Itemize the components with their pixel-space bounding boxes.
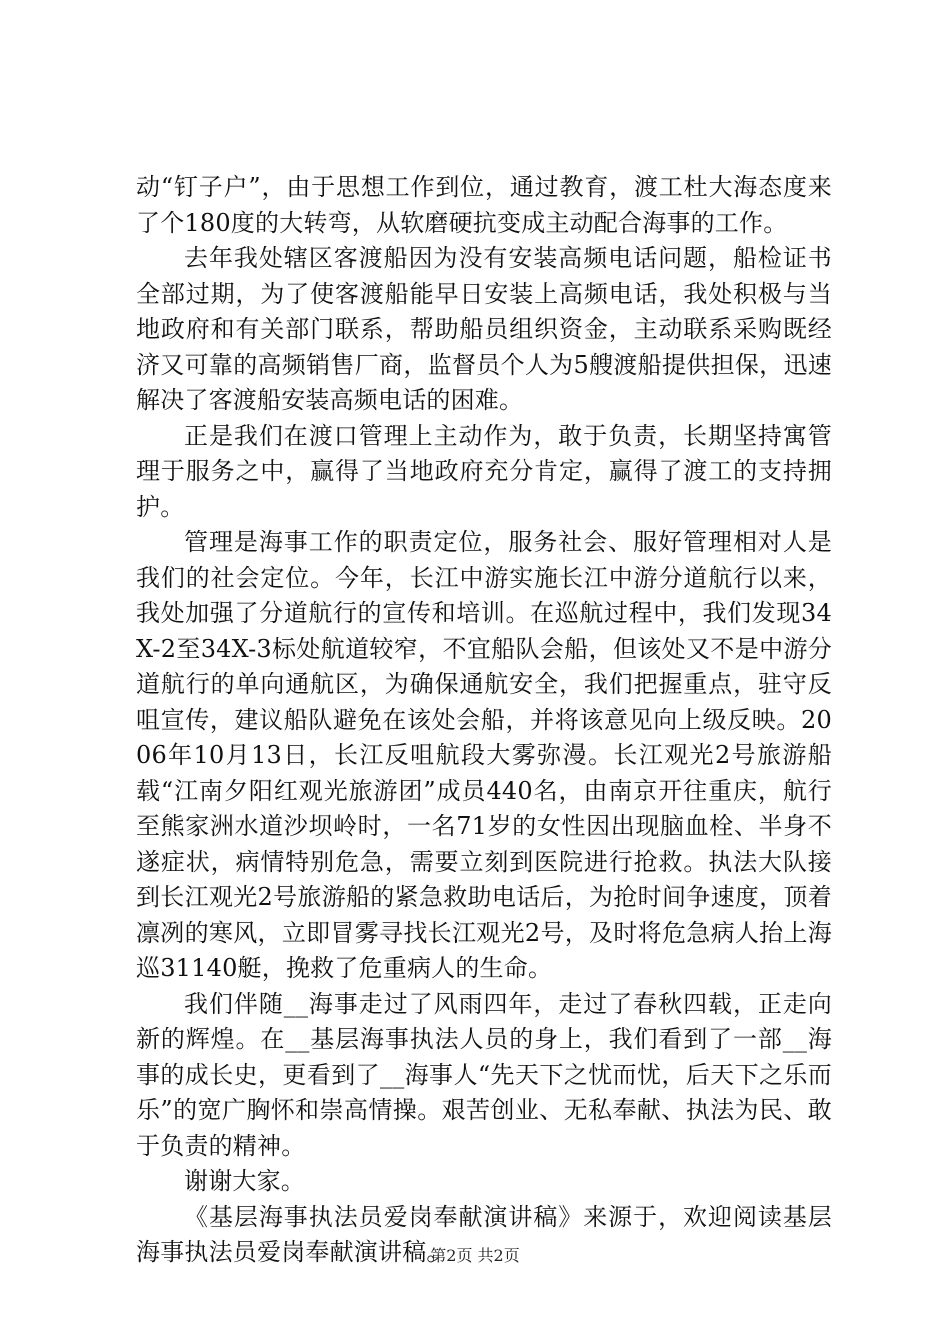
document-body: [136, 170, 832, 1271]
paragraph-thanks: 谢谢大家。: [184, 1167, 305, 1195]
paragraph-continuation: 动“钉子户”，由于思想工作到位，通过教育，渡工杜大海态度来了个180度的大转弯，从软磨硬抗变成主动配合海事的工作。: [136, 173, 832, 237]
paragraph-service-rescue: 管理是海事工作的职责定位，服务社会、服好管理相对人是我们的社会定位。今年，长江中游实施长江中游分道航行以来，我处加强了分道航行的宣传和培训。在巡航过程中，我们发现34X-2至34X-3标处航道较窄，不宜船队会船，但该处又不是中游分道航行的单向通航区，为确保通航安全，我们把握重点，驻守反咀宣传，建议船队避免在该处会船，并将该意见向上级反映。2006年10月13日，长江反咀航段大雾弥漫。长江观光2号旅游船载“江南夕阳红观光旅游团”成员440名，由南京开往重庆，航行至熊家洲水道沙坝岭时，一名71岁的女性因出现脑血栓、半身不遂症状，病情特别危急，需要立刻到医院进行抢救。执法大队接到长江观光2号旅游船的紧急救助电话后，为抢时间争速度，顶着凛冽的寒风，立即冒雾寻找长江观光2号，及时将危急病人抬上海巡31140艇，挽救了危重病人的生命。: [136, 528, 832, 982]
paragraph-radio-phones: 去年我处辖区客渡船因为没有安装高频电话问题，船检证书全部过期，为了使客渡船能早日安装上高频电话，我处积极与当地政府和有关部门联系，帮助船员组织资金，主动联系采购既经济又可靠的高频销售厂商，监督员个人为5艘渡船提供担保，迅速解决了客渡船安装高频电话的困难。: [136, 244, 832, 414]
paragraph-source: 《基层海事执法员爱岗奉献演讲稿》来源于，欢迎阅读基层海事执法员爱岗奉献演讲稿。: [136, 1202, 832, 1266]
page-number: 第2页 共2页: [430, 1246, 520, 1265]
paragraph-ferry-management: 正是我们在渡口管理上主动作为，敢于负责，长期坚持寓管理于服务之中，赢得了当地政府充分肯定，赢得了渡工的支持拥护。: [136, 421, 832, 521]
paragraph-four-years: 我们伴随__海事走过了风雨四年，走过了春秋四载，正走向新的辉煌。在__基层海事执法人员的身上，我们看到了一部__海事的成长史，更看到了__海事人“先天下之忧而忧，后天下之乐而乐”的宽广胸怀和崇高情操。艰苦创业、无私奉献、执法为民、敢于负责的精神。: [136, 989, 832, 1160]
page-footer: [0, 1246, 950, 1266]
